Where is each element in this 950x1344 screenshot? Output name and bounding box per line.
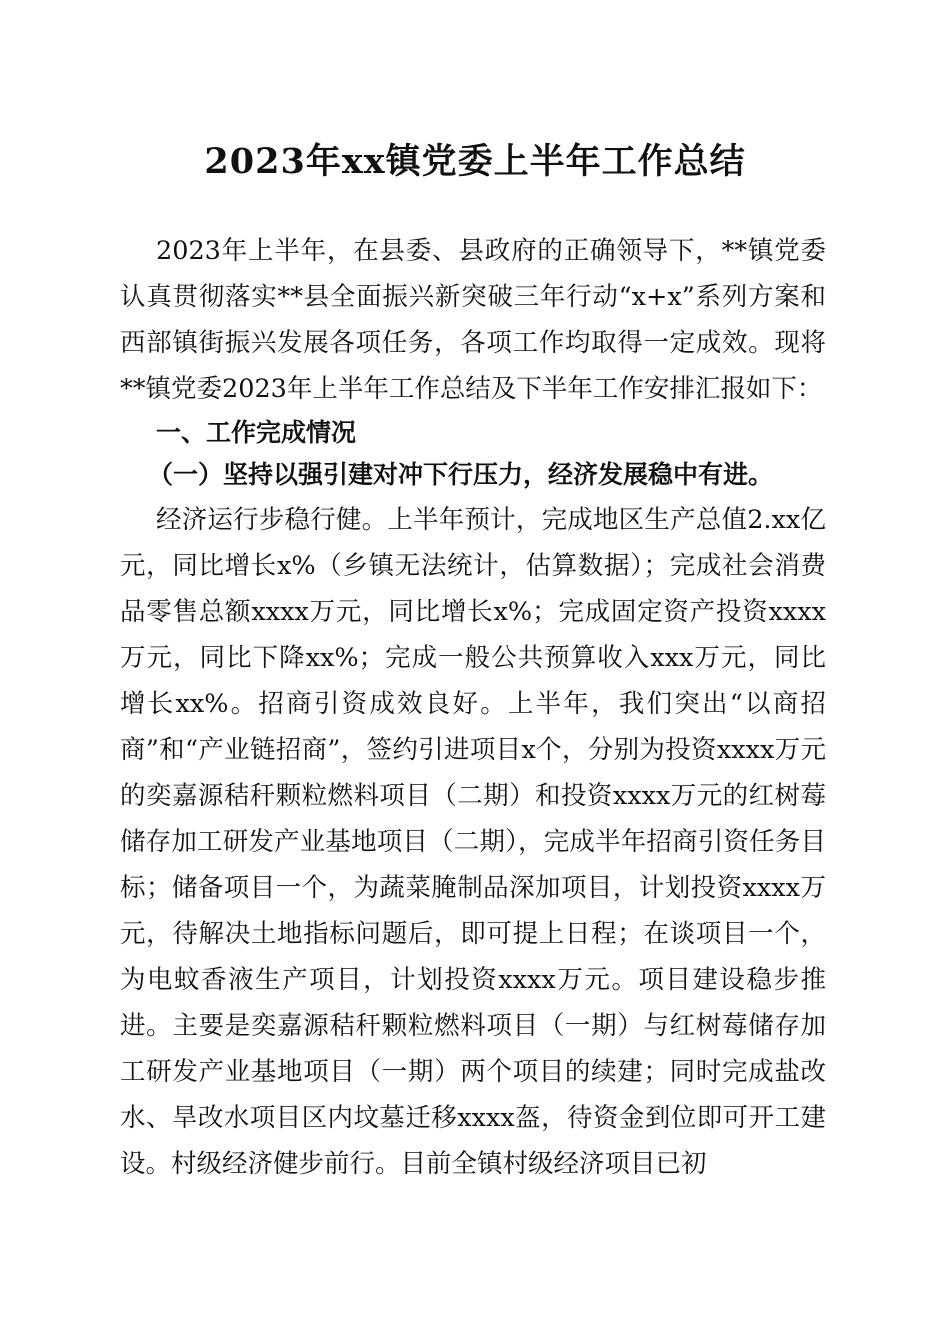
document-title: 2023年xx镇党委上半年工作总结 xyxy=(204,141,746,182)
body-paragraph: 经济运行步稳行健。上半年预计，完成地区生产总值2.xx亿元，同比增长x%（乡镇无法统计，估算数据）；完成社会消费品零售总额xxxx万元，同比增长x%；完成固定资产投资xxxx万元，同比下降xx%；完成一般公共预算收入xxx万元，同比增长xx%。招商引资成效良好。上半年，我们突出“以商招商”和“产业链招商”，签约引进项目x个，分别为投资xxxx万元的奕嘉源秸秆颗粒燃料项目（二期）和投资xxxx万元的红树莓储存加工研发产业基地项目（二期），完成半年招商引资任务目标；储备项目一个，为蔬菜腌制品深加项目，计划投资xxxx万元，待解决土地指标问题后，即可提上日程；在谈项目一个，为电蚊香液生产项目，计划投资xxxx万元。项目建设稳步推进。主要是奕嘉源秸秆颗粒燃料项目（一期）与红树莓储存加工研发产业基地项目（一期）两个项目的续建；同时完成盐改水、旱改水项目区内坟墓迁移xxxx盔，待资金到位即可开工建设。村级经济健步前行。目前全镇村级经济项目已初 xyxy=(120,505,826,1179)
subsection-heading: （一）坚持以强引建对冲下行压力，经济发展稳中有进。 xyxy=(148,460,774,489)
intro-paragraph: 2023年上半年，在县委、县政府的正确领导下，**镇党委认真贯彻落实**县全面振兴新突破三年行动“x+x”系列方案和西部镇街振兴发展各项任务，各项工作均取得一定成效。现将**镇党委2023年上半年工作总结及下半年工作安排汇报如下： xyxy=(120,236,826,404)
section-heading: 一、工作完成情况 xyxy=(156,418,357,447)
